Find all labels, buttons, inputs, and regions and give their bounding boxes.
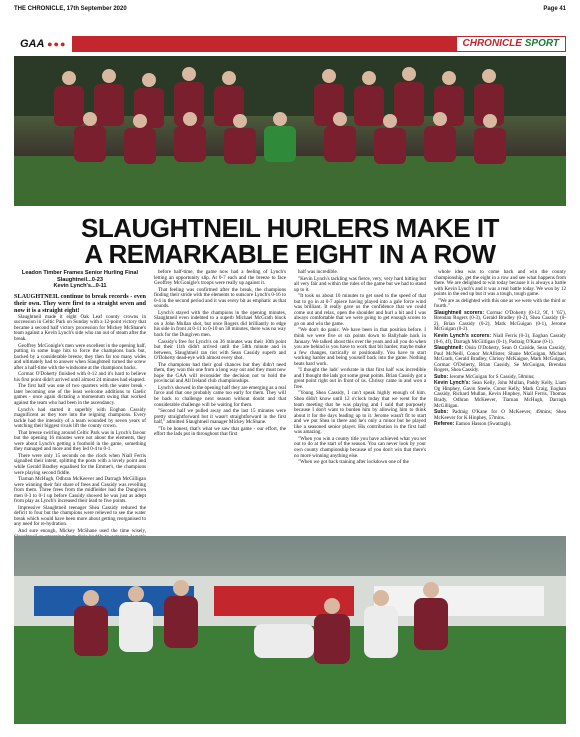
paragraph: "We are as delighted with this one as we were with the third or fourth." bbox=[434, 297, 566, 310]
team-slaughtneil: Slaughtneil: Oisin O'Doherty, Sean O Caiside, Sean Cassidy, Paul McNeill, Conor McAllister, Shane McGuigan, Michael McGrath, Gerald Bradley, Chrissy McKaigue, Mark McGuigan, Cormac O'Doherty, Brian Cassidy, Se McGuigan, Brendan Rogers, Shea Cassidy. bbox=[434, 345, 566, 374]
article-column-1 bbox=[14, 270, 146, 535]
paragraph: The champions had their goal chances but they didn't need them, they won this one from a long way out and they must now hope the GAA will reconsider the decision not to hold the provincial and All Ireland club championships. bbox=[154, 361, 286, 385]
paragraph: The first half was one of two quarters with the water break - later becoming one of the least welcome additions to Gaelic games - once again dictating a momentum swing that worked against the team who had been in the ascendancy. bbox=[14, 383, 146, 406]
team-kevin-lynchs: Kevin Lynch's: Sean Kelly, John Mullan, Paddy Kelly, Liam Og Hinphey, Gavin Steele, Conor Kelly, Mark Craig, Eoghan Cassidy, Richard Mullan, Kevin Hinphey, Niall Ferris, Thomas Brady, Odhran McKeever, Tiarnan McHugh, Darragh McGilligan. bbox=[434, 380, 567, 409]
article-column-4 bbox=[434, 270, 566, 532]
team-photo bbox=[14, 56, 566, 206]
paragraph: "Kevin Lynch's tackling was fierce, very, very hard hitting but all very fair and within the rules of the game but we had to stand up to it. bbox=[294, 275, 426, 293]
page-header bbox=[14, 6, 566, 18]
paragraph: Cormac O'Doherty finished with 0-12 and it's hard to believe his first point didn't arrived until almost 24 minutes had elapsed. bbox=[14, 371, 146, 383]
paragraph: "Young Shea Cassidy, I can't speak highly enough of him. Shea didn't know until 12 o'clock today that we went for the team meeting that he was playing and I said that purposely because I don't want to burden him by allowing him to think about it for the days leading up to it. Jerome wasn't fit to start and we put Shea in there and he's only a minor but he played like a seasoned senior player. His contribution in the first half was amazing. bbox=[294, 390, 426, 436]
paper-date: THE CHRONICLE, 17th September 2020 bbox=[14, 6, 127, 12]
paragraph: "We don't do panic. We have been in that position before. I think we were five or six points down to Ballyhale back in January. We talked about this over the years and all you do when you are behind is you have to work that bit harder, maybe make a few changes, tactically or positionally. You have to start working harder and being yourself back into the game. Nothing beats hard work. bbox=[294, 327, 426, 367]
paragraph: Slaughtneil made it eight Oak Leaf county crowns in succession in Celtic Park on Sunday with a 12-point victory that became a second half victory procession for Mickey McShane's team against a Kevin Lynch's side who ran out of steam after the break. bbox=[14, 313, 146, 342]
headline-line-1: SLAUGHTNEIL HURLERS MAKE IT bbox=[81, 213, 499, 243]
paragraph: Impressive Slaughtneil teenager Shea Cassidy reduced the deficit to four but the champions were relieved to see the water break which would have been more about getting reorganised to any need for re-hydration. bbox=[14, 504, 146, 528]
paragraph: Cassidy's free for Lynch's on 36 minutes was their 10th point but their 11th didn't arrived until the 58th minute and in between, Slaughtneil ran riot with Sean Cassidy superb and O'Doherty dead-eye with almost every shot. bbox=[154, 338, 286, 362]
headline bbox=[14, 215, 566, 267]
scorers-slaughtneil: Slaughtneil scorers: Cormac O'Doherty (0-12, 9f, 1 '65'), Brendan Rogers (0-3), Gerald Bradley (0-2), Shea Cassidy (0-2), Brian Cassidy (0-2), Mark McGuigan (0-1), Jerome McGuigan (0-2). bbox=[434, 309, 566, 333]
subs-slaughtneil: Subs: Jerome McGuigan for S Cassidy, 58mins; bbox=[434, 373, 535, 380]
article-body bbox=[14, 269, 567, 535]
paragraph: Geoffrey McGonigle's men were excellent in the opening half, putting in some huge hits to force the champions back but, backed by a considerable breeze, they then far too many wides and ultimately had to answer when Slaughtneil turned the screw after a half-time with the windsome at the champions backs. bbox=[14, 342, 146, 371]
score-caption: Leadon Timber Frames Senior Hurling Final Slaughtneil...0-23 Kevin Lynch's...0-11 bbox=[21, 270, 139, 290]
gaa-dots-icon: ●●● bbox=[47, 39, 67, 49]
paragraph: Lynch's showed in the opening half they are emerging as a real force and that one probably came too early for them. They will be back to challenge next season without doubt and that considerable challenge will be waiting for them. bbox=[154, 384, 286, 408]
paragraph: "To be honest, that's what we saw that game - our effort, the effort the lads put in throughout that first bbox=[154, 425, 286, 438]
paragraph: Lynch's had started it superbly with Eoghan Cassidy magnificent as they tore into the reigning champions. Every tackle had the intensity of a team wounded by seven years of watching their biggest rivals lift the county crown. bbox=[14, 406, 146, 430]
paragraph: "When we got back training after lockdown one of the bbox=[298, 459, 409, 466]
scorers-kevin-lynchs: Kevin Lynch's scorers: Niall Ferris (0-3), Eoghan Cassidy (0-6, 4f), Darragh McGilligan (0-1), Padraig O'Kane (0-1). bbox=[434, 333, 566, 345]
chronicle-sport-logo: CHRONICLE SPORT bbox=[457, 37, 566, 51]
paragraph: "Second half we pulled away and the last 15 minutes were pretty straightforward but it wasn't straightforward in the first half," admitted Slaughtneil manager Mickey McShane. bbox=[154, 408, 286, 426]
section-label: GAA ●●● bbox=[14, 36, 72, 52]
paragraph: There were only 15 seconds on the clock when Niall Ferris signalled their intent, splitting the posts with a lovely point and while Gerald Bradley equalised for the Emmet's, the champions were playing second fiddle. bbox=[14, 452, 146, 476]
paragraph: "It took us about 10 minutes to get used to the speed of that but to go in at 0-7 apiece having played into a gale force wind was brilliant. It really gave us the confidence that we could come out and relax, open the shoulder and hurl a bit and I was always comfortable that we were going to get enough scores to go on and win the game. bbox=[294, 293, 426, 327]
article-column-2 bbox=[154, 270, 286, 532]
paragraph: And sure enough, Mickey McShane used the time wisely, bbox=[18, 528, 146, 535]
paragraph: "When you win a county title you have achieved what you set out to do at the start of the season. You can never look by your own county championship because of you don't win that there's no more winning anything else. bbox=[294, 435, 426, 459]
paragraph: Lynch's stayed with the champions in the opening minutes, Slaughtneil even indebted to a superb Michael McGrath block on a John Mullan shot, but once Rogers did brilliantly to edge his side in front at 0-11 to 0-10 on 38 minutes, there was no way back for the Dungiven men. bbox=[154, 309, 286, 339]
subs-kevin-lynchs: Subs: Padraig O'Kane for O McKeever, 49mins; Shea McKeever for K Hinphey, 57mins. bbox=[434, 409, 566, 421]
paragraph: That feeling was confirmed after the break, the champions finding their stride with the elements to outscore Lynch's 0-16 to 0-4 in the second period and it was every bit as emphatic as that sounds. bbox=[154, 286, 286, 310]
section-band bbox=[14, 36, 566, 52]
page-number: Page 41 bbox=[543, 6, 566, 12]
headline-line-2: A REMARKABLE EIGHT IN A ROW bbox=[84, 239, 496, 269]
article-lead: SLAUGHTNEIL continue to break records - even their own. They were first to a straight seven and now it is a straight eight! bbox=[14, 292, 146, 314]
article-column-3 bbox=[294, 270, 426, 532]
paragraph: Tiarnan McHugh, Odhran McKeever and Darragh McGilligan were winning their fair share of frees and Cassidy was revelling from them. Three frees from the midfielder had the Dungiven men 0-3 to 0-1 up before Cassidy showed he was just as adept from play as Lynch's increased their lead to five points. bbox=[14, 476, 146, 505]
referee: Referee: Eamon Hasson (Swatragh). bbox=[434, 421, 512, 428]
paragraph: before half-time, the game now had a feeling of Lynch's letting an opportunity slip. At 0-7 each and the breeze to face Geoffrey McGonigle's troops were really up against it. bbox=[154, 269, 286, 287]
paragraph: That breeze swirling around Celtic Park was in Lynch's favour but the opening 16 minutes were not about the elements, they were about Lynch's getting a foothold in the game, something they managed and more and they led 0-4 to 0-1. bbox=[14, 429, 146, 453]
paragraph: "I thought the lads' workrate in that first half was incredible and I thought the lads got some great points. Brian Cassidy got a great point right out in front of us. Chrissy came in and won a free. bbox=[294, 367, 426, 390]
paragraph: half was incredible. bbox=[298, 269, 339, 275]
paragraph: whole idea was to come back and win the county championship, get the eight in a row and see what happens from there. We are delighted to win today because it is always a battle with Kevin Lynch's and it was a real battle today. We won by 12 points in the end up but it was a tough, tough game. bbox=[434, 269, 566, 298]
match-action-photo bbox=[14, 536, 566, 724]
